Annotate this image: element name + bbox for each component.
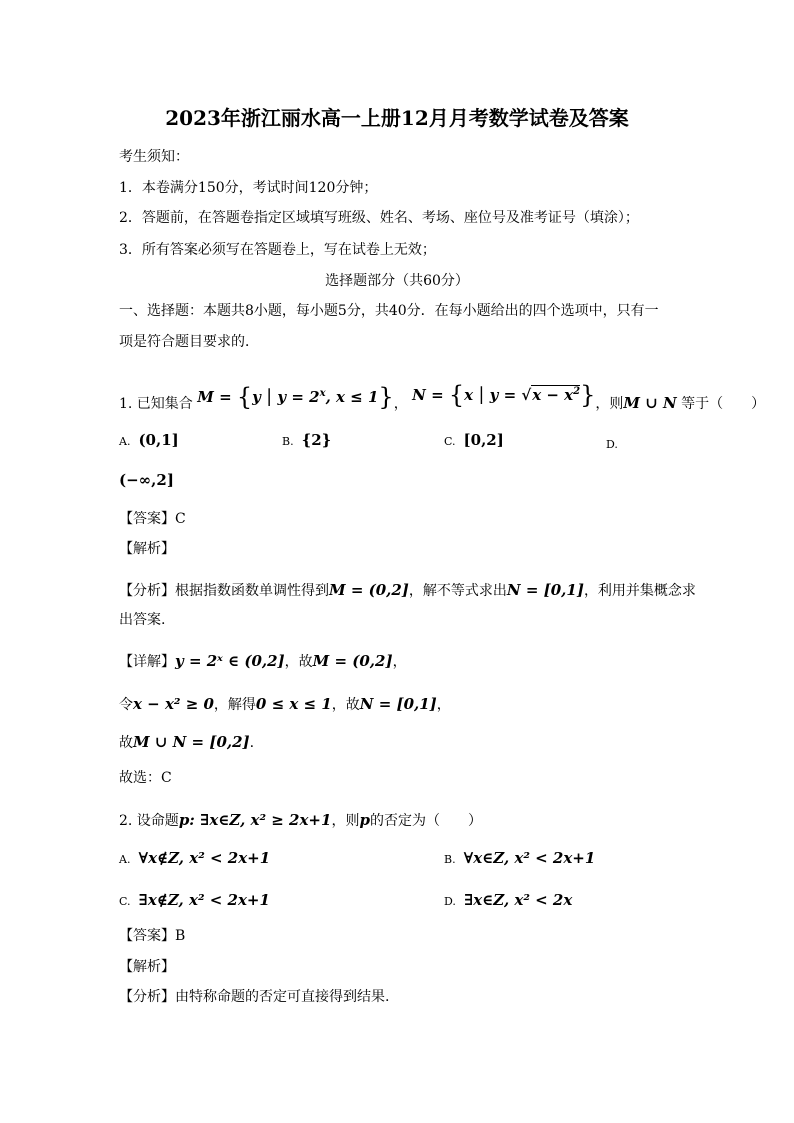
q1-prefix: 1. 已知集合 xyxy=(119,396,193,412)
q2-option-d-value: ∃x∈Z, x² < 2x xyxy=(463,891,573,909)
q1-comma: ， xyxy=(393,396,408,412)
q1-option-b: B. {2} xyxy=(282,431,332,449)
q1-suffix: 等于（ ） xyxy=(681,396,766,412)
q1-option-c-value: [0,2] xyxy=(463,431,504,449)
q1-set-n: N = {x | $y = √x - x^2$} xyxy=(412,381,596,409)
q1-xj1-m: M = (0,2] xyxy=(312,652,393,670)
part1-instruction-line2: 项是符合题目要求的． xyxy=(119,334,259,350)
q1-answer: 【答案】C xyxy=(119,511,186,527)
q1-suffix-pre: ，则 xyxy=(595,396,624,412)
section-title: 选择题部分（共60分） xyxy=(325,273,469,289)
q1-option-b-value: {2} xyxy=(301,431,332,449)
q1-xiangjie-line2: 令x − x² ≥ 0，解得0 ≤ x ≤ 1，故N = [0,1]， xyxy=(119,695,451,713)
q1-set-m: M = {y | $y = 2^x$, x ≤ 1} xyxy=(197,383,394,411)
q1-stem xyxy=(119,381,766,414)
q2-p: p xyxy=(359,811,370,829)
q1-fenxi-m: M = (0,2] xyxy=(329,581,409,599)
q1-xiangjie-line3: 故M ∪ N = [0,2]. xyxy=(119,733,255,751)
q1-xj2-ineq: x − x² ≥ 0 xyxy=(133,695,214,713)
q2-option-b-value: ∀x∈Z, x² < 2x+1 xyxy=(463,849,596,867)
q2-answer: 【答案】B xyxy=(119,928,186,944)
q1-xj3-math: M ∪ N = [0,2] xyxy=(133,733,250,751)
notice-heading: 考生须知： xyxy=(119,149,189,165)
q1-option-a: A. (0,1] xyxy=(119,431,179,449)
q1-guxuan: 故选：C xyxy=(119,770,172,786)
q1-xj1-math: y = 2ˣ ∈ (0,2] xyxy=(175,652,285,670)
q1-xj2-range: 0 ≤ x ≤ 1 xyxy=(255,695,332,713)
q1-xiangjie-line1: 【详解】y = 2ˣ ∈ (0,2]，故M = (0,2]， xyxy=(119,652,407,670)
q2-option-b: B. ∀x∈Z, x² < 2x+1 xyxy=(444,849,596,867)
q2-p-def: p: ∃x∈Z, x² ≥ 2x+1 xyxy=(178,811,332,829)
q1-fenxi: 【分析】根据指数函数单调性得到M = (0,2]，解不等式求出N = [0,1]，利用并集概念求 xyxy=(119,581,696,599)
q1-fenxi-n: N = [0,1] xyxy=(506,581,584,599)
q2-fenxi: 【分析】由特称命题的否定可直接得到结果. xyxy=(119,989,390,1005)
q2-option-d: D. ∃x∈Z, x² < 2x xyxy=(444,891,573,909)
q1-xj2-n: N = [0,1] xyxy=(359,695,437,713)
q2-option-c-value: ∃x∉Z, x² < 2x+1 xyxy=(138,891,270,909)
q1-option-c: C. [0,2] xyxy=(444,431,504,449)
q2-stem: 2. 设命题p: ∃x∈Z, x² ≥ 2x+1，则p的否定为（ ） xyxy=(119,811,482,829)
notice-item-1: 1．本卷满分150分，考试时间120分钟； xyxy=(119,180,378,196)
q1-jiexi: 【解析】 xyxy=(119,541,175,557)
q1-option-d-value: (−∞,2] xyxy=(119,471,174,489)
q2-jiexi: 【解析】 xyxy=(119,959,175,975)
q1-fenxi-cont: 出答案. xyxy=(119,612,166,628)
part1-instruction-line1: 一、选择题：本题共8小题，每小题5分，共40分．在每小题给出的四个选项中，只有一 xyxy=(119,303,659,319)
q1-option-a-value: (0,1] xyxy=(138,431,179,449)
notice-item-3: 3．所有答案必须写在答题卷上，写在试卷上无效； xyxy=(119,242,436,258)
q1-union: M ∪ N xyxy=(623,394,677,412)
q2-option-a-value: ∀x∉Z, x² < 2x+1 xyxy=(138,849,271,867)
q2-option-c: C. ∃x∉Z, x² < 2x+1 xyxy=(119,891,270,909)
document-title: 2023年浙江丽水高一上册12月月考数学试卷及答案 xyxy=(165,106,629,130)
q1-option-d-label: D. xyxy=(606,438,618,451)
notice-item-2: 2．答题前，在答题卷指定区域填写班级、姓名、考场、座位号及准考证号（填涂）； xyxy=(119,210,639,226)
q2-option-a: A. ∀x∉Z, x² < 2x+1 xyxy=(119,849,271,867)
